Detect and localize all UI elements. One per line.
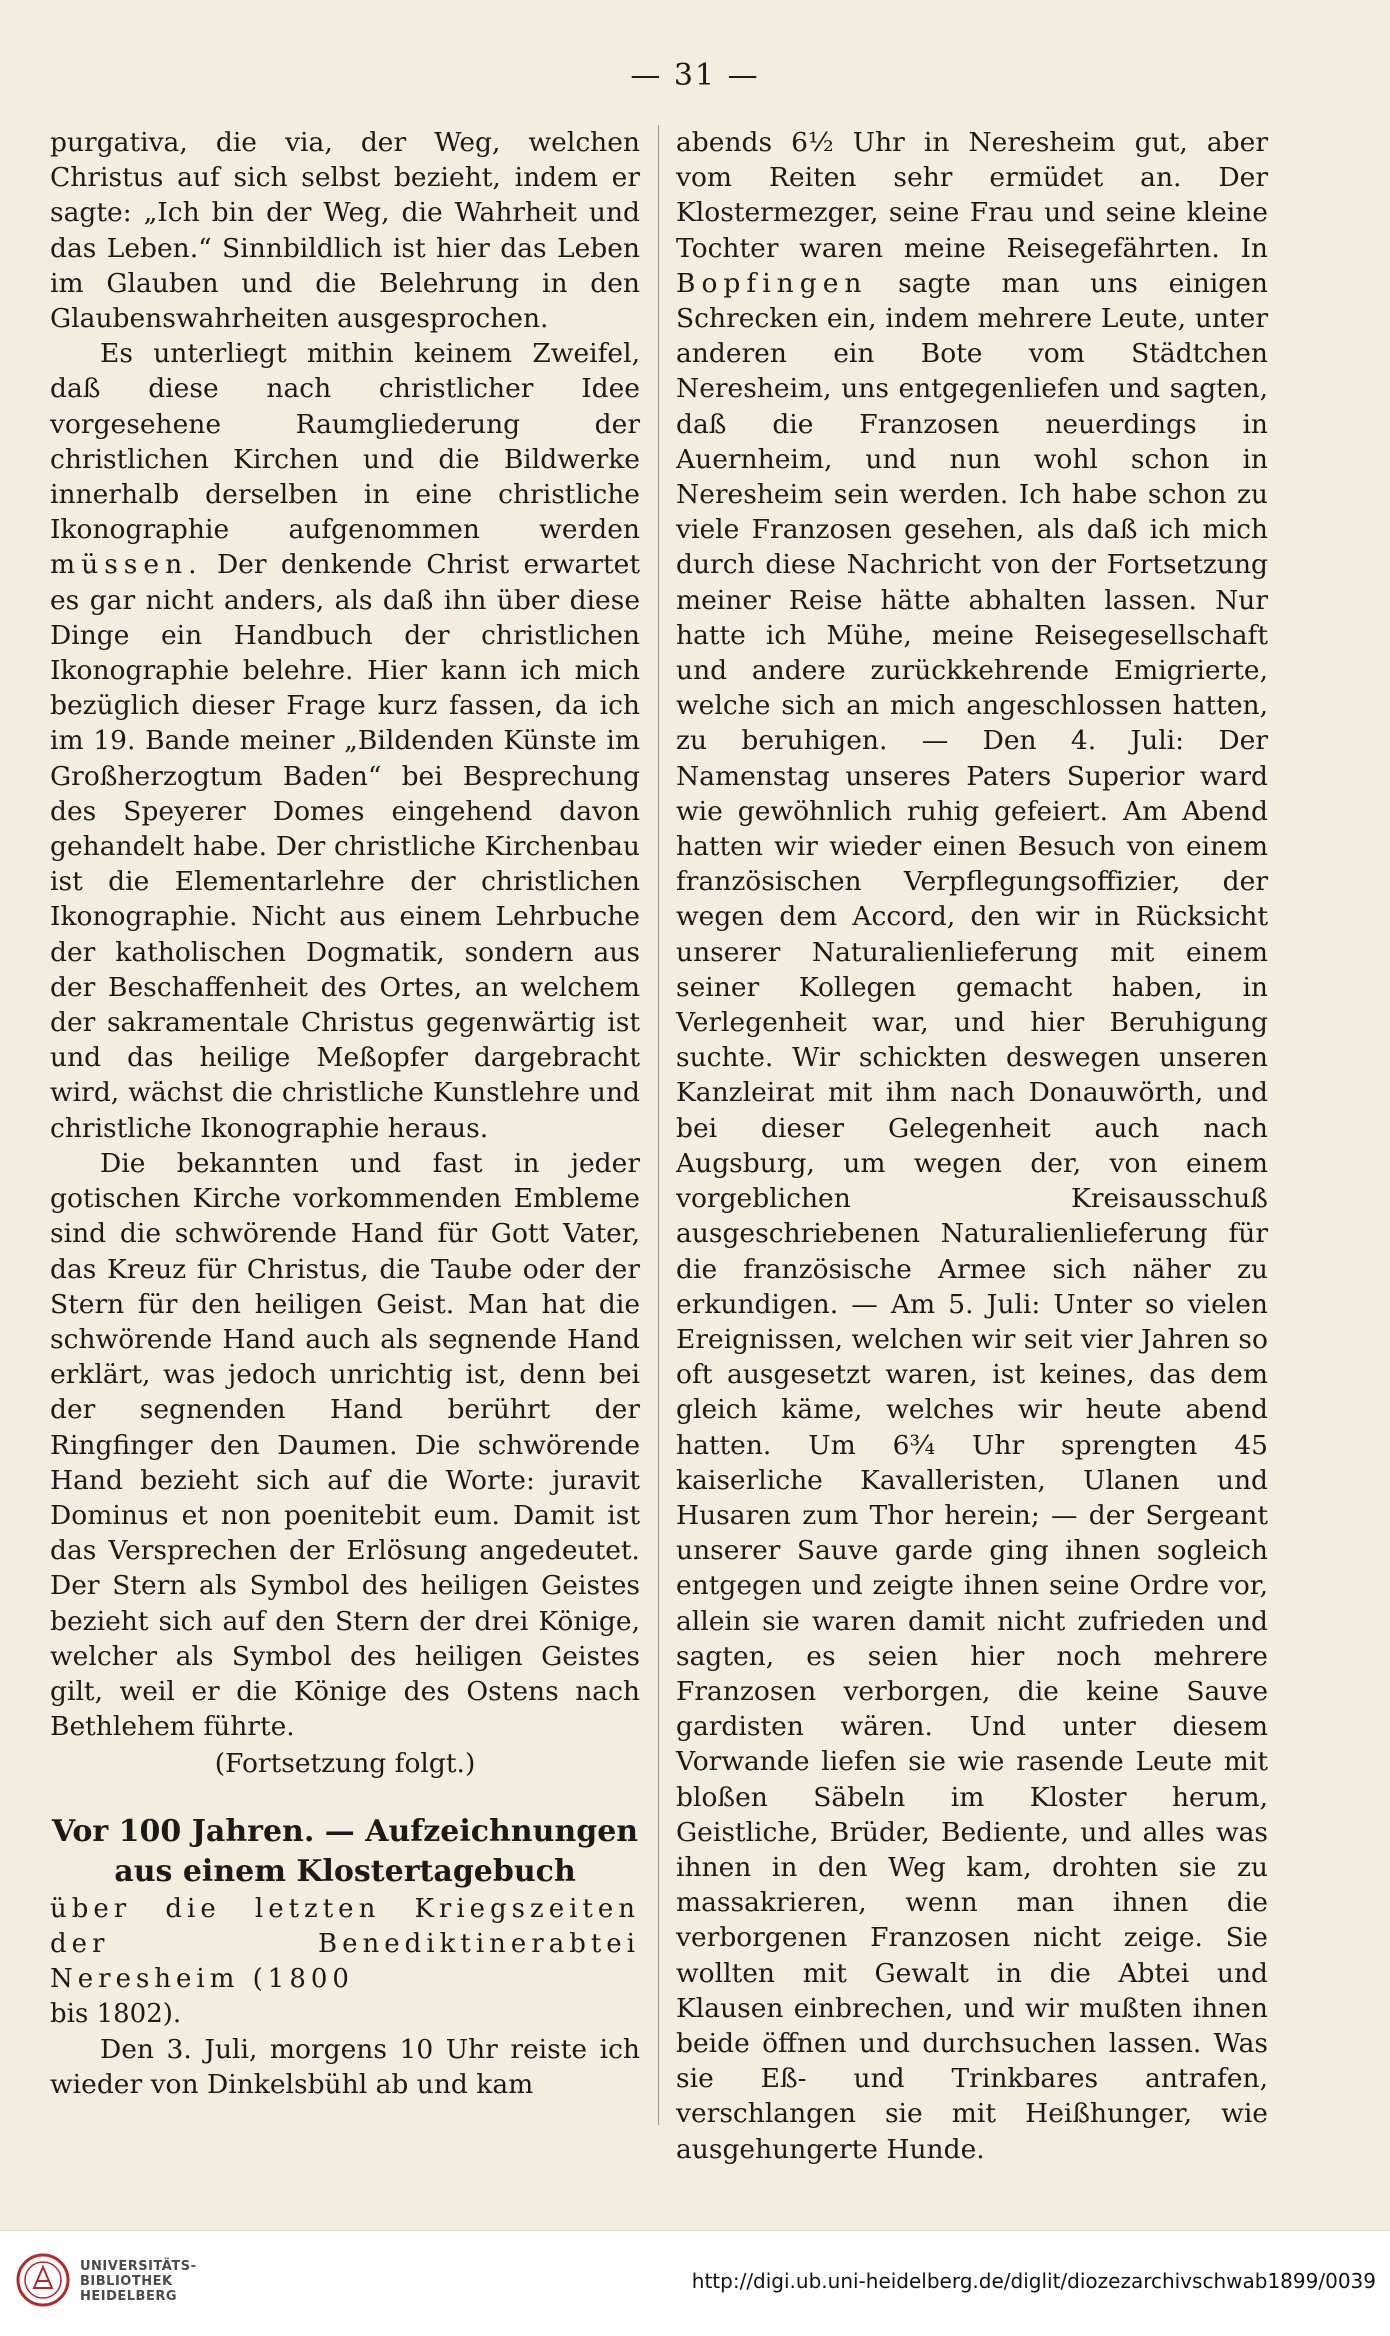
paragraph: Die bekannten und fast in jeder gotischen Kirche vorkommenden Embleme sind die schwörende Hand für Gott Vater, das Kreuz für Christus, die Taube oder der Stern für den heiligen Geist. Man hat die schwörende Hand auch als segnende Hand erklärt, was jedoch unrichtig ist, denn bei der segnenden Hand berührt der Ringfinger den Daumen. Die schwörende Hand bezieht sich auf die Worte: juravit Dominus et non poenitebit eum. Damit ist das Versprechen der Erlösung angedeutet. Der Stern als Symbol des heiligen Geistes bezieht sich auf den Stern der drei Könige, welcher als Symbol des heiligen Geistes gilt, weil er die Könige des Ostens nach Bethlehem führte. <box>50 1147 640 1743</box>
footer-bar <box>0 2230 1390 2336</box>
left-column <box>50 125 640 2102</box>
university-seal-icon <box>16 2253 70 2307</box>
library-name-line: BIBLIOTHEK <box>80 2274 173 2289</box>
library-name-line: HEIDELBERG <box>80 2289 178 2304</box>
column-divider <box>658 125 659 2125</box>
article-subheading: aus einem Klostertagebuch <box>114 1853 576 1889</box>
paragraph <box>50 336 640 1146</box>
continuation-note: (Fortsetzung folgt.) <box>214 1748 476 1780</box>
source-url-link[interactable]: http://digi.ub.uni-heidelberg.de/diglit/diozezarchivschwab1899/0039 <box>691 2269 1376 2293</box>
paragraph <box>676 125 1268 2167</box>
article-heading: Vor 100 Jahren. — Aufzeichnungen <box>51 1813 639 1849</box>
library-name <box>80 2259 196 2304</box>
paragraph-text: Es unterliegt mithin keinem Zweifel, daß diese nach christlicher Idee vorgesehene Raumgliederung der christlichen Kirchen und die Bildwerke innerhalb derselben in eine christliche Ikonographie aufgenommen werden <box>50 338 640 546</box>
paragraph: Den 3. Juli, morgens 10 Uhr reiste ich wieder von Dinkelsbühl ab und kam <box>50 2033 640 2100</box>
paragraph: purgativa, die via, der Weg, welchen Christus auf sich selbst bezieht, indem er sagte: „Ich bin der Weg, die Wahrheit und das Leben.“ Sinnbildlich ist hier das Leben im Glauben und die Belehrung in den Glaubenswahrheiten ausgesprochen. <box>50 127 640 335</box>
paragraph-text: sagte man uns einigen Schrecken ein, indem mehrere Leute, unter anderen ein Bote vom Städtchen Neresheim, uns entgegenliefen und sagten, daß die Franzosen neuerdings in Auernheim, und nun wohl schon in Neresheim sein werden. Ich habe schon zu viele Franzosen gesehen, als daß ich mich durch diese Nachricht von der Fortsetzung meiner Reise hätte abhalten lassen. Nur hatte ich Mühe, meine Reisegesellschaft und andere zurückkehrende Emigrierte, welche sich an mich angeschlossen hatten, zu beruhigen. — Den 4. Juli: Der Namenstag unseres Paters Superior ward wie gewöhnlich ruhig gefeiert. Am Abend hatten wir wieder einen Besuch von einem französischen Verpflegungsoffizier, der wegen dem Accord, den wir in Rücksicht unserer Naturalienlieferung mit einem seiner Kollegen gemacht haben, in Verlegenheit war, und hier Beruhigung suchte. Wir schickten deswegen unseren Kanzleirat mit ihm nach Donauwörth, und bei dieser Gelegenheit auch nach Augsburg, um wegen der, von einem vorgeblichen Kreisausschuß ausgeschriebenen Naturalienlieferung für die französische Armee sich näher zu erkundigen. — Am 5. Juli: Unter so vielen Ereignissen, welchen wir seit vier Jahren so oft ausgesetzt waren, ist keines, das dem gleich käme, welches wir heute abend hatten. Um 6¾ Uhr sprengten 45 kaiserliche Kavalleristen, Ulanen und Husaren zum Thor herein; — der Sergeant unserer Sauve garde ging ihnen sogleich entgegen und zeigte ihnen seine Ordre vor, allein sie waren damit nicht zufrieden und sagten, es seien hier noch mehrere Franzosen verborgen, die keine Sauve gardisten wären. Und unter diesem Vorwande liefen sie wie rasende Leute mit bloßen Säbeln im Kloster herum, Geistliche, Brüder, Bediente, und alles was ihnen in den Weg kam, drohten sie zu massakrieren, wenn man ihnen die verborgenen Franzosen nicht zeige. Sie wollten mit Gewalt in die Abtei und Klausen einbrechen, und wir mußten ihnen beide öffnen und durchsuchen lassen. Was sie Eß- und Trinkbares antrafen, verschlangen sie mit Heißhunger, wie ausgehungerte Hunde. <box>676 267 1268 2165</box>
library-name-line: UNIVERSITÄTS- <box>80 2259 197 2274</box>
right-column <box>676 125 1268 2167</box>
article-subtitle: über die letzten Kriegszeiten der Benediktinerabtei Neresheim (1800 <box>50 1893 640 1994</box>
paragraph-text: abends 6½ Uhr in Neresheim gut, aber vom Reiten sehr ermüdet an. Der Klostermezger, seine Frau und seine kleine Tochter waren meine Reisegefährten. In <box>676 127 1268 264</box>
paragraph-text: Der denkende Christ erwartet es gar nicht anders, als daß ihn über diese Dinge ein Handbuch der christlichen Ikonographie belehre. Hier kann ich mich bezüglich dieser Frage kurz fassen, da ich im 19. Bande meiner „Bildenden Künste im Großherzogtum Baden“ bei Besprechung des Speyerer Domes eingehend davon gehandelt habe. Der christliche Kirchenbau ist die Elementarlehre der christlichen Ikonographie. Nicht aus einem Lehrbuche der katholischen Dogmatik, sondern aus der Beschaffenheit des Ortes, an welchem der sakramentale Christus gegenwärtig ist und das heilige Meßopfer dargebracht wird, wächst die christliche Kunstlehre und christliche Ikonographie heraus. <box>50 549 640 1144</box>
article-subtitle-end: bis 1802). <box>50 1998 182 2029</box>
spaced-word: müssen. <box>50 549 203 581</box>
spaced-word: Bopfingen <box>676 267 868 299</box>
page-number: — 31 — <box>630 58 760 93</box>
